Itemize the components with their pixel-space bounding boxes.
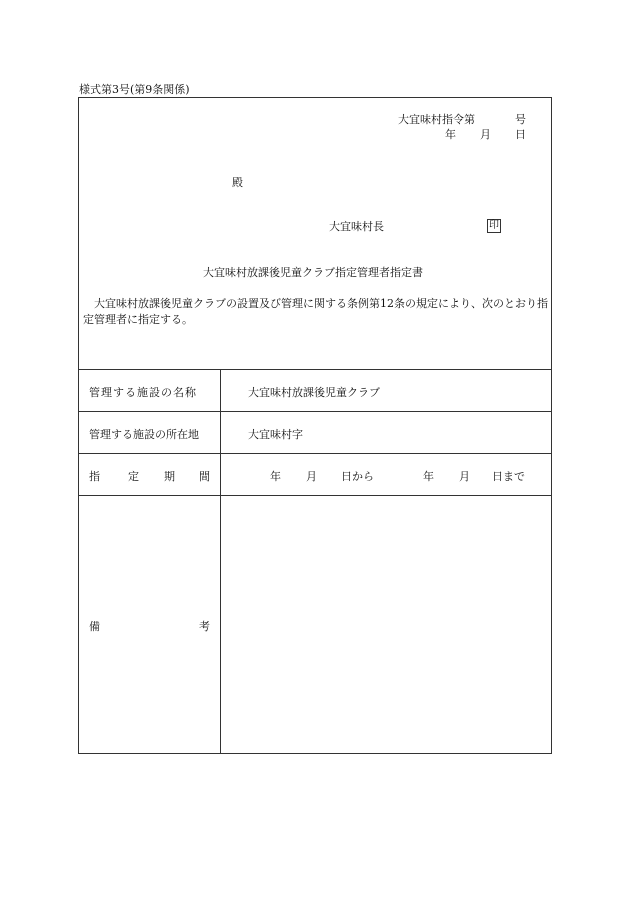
- form-number-label: 様式第3号(第9条関係): [79, 83, 190, 96]
- table-line-1: [78, 411, 552, 412]
- table-line-top: [78, 369, 552, 370]
- facility-name-label: 管理する施設の名称: [89, 386, 197, 399]
- document-title: 大宜味村放課後児童クラブ指定管理者指定書: [203, 266, 423, 279]
- addressee-suffix: 殿: [232, 176, 243, 189]
- period-label-char: 指: [89, 470, 100, 483]
- reference-number-suffix: 号: [515, 113, 526, 126]
- table-line-2: [78, 453, 552, 454]
- reference-number-prefix: 大宜味村指令第: [398, 113, 475, 126]
- period-start-month: 月: [306, 470, 317, 483]
- period-end-month: 月: [459, 470, 470, 483]
- facility-location-value: 大宜味村字: [248, 428, 303, 441]
- period-end-year: 年: [423, 470, 434, 483]
- seal-stamp: 印: [489, 220, 499, 231]
- period-label-char: 定: [128, 470, 139, 483]
- remarks-label-char: 備: [89, 620, 100, 633]
- period-label-char: 間: [199, 470, 210, 483]
- period-start-day: 日から: [341, 470, 374, 483]
- period-end-day: 日まで: [492, 470, 525, 483]
- period-label-char: 期: [164, 470, 175, 483]
- issuer-name: 大宜味村長: [329, 220, 384, 233]
- date-month: 月: [480, 128, 491, 141]
- date-day: 日: [515, 128, 526, 141]
- date-year: 年: [445, 128, 456, 141]
- facility-location-label: 管理する施設の所在地: [89, 428, 199, 441]
- table-column-divider: [220, 369, 221, 754]
- period-start-year: 年: [270, 470, 281, 483]
- body-text: 大宜味村放課後児童クラブの設置及び管理に関する条例第12条の規定により、次のとおり指定管理者に指定する。: [83, 297, 548, 326]
- table-line-3: [78, 495, 552, 496]
- remarks-label-char: 考: [199, 620, 210, 633]
- facility-name-value: 大宜味村放課後児童クラブ: [248, 386, 380, 399]
